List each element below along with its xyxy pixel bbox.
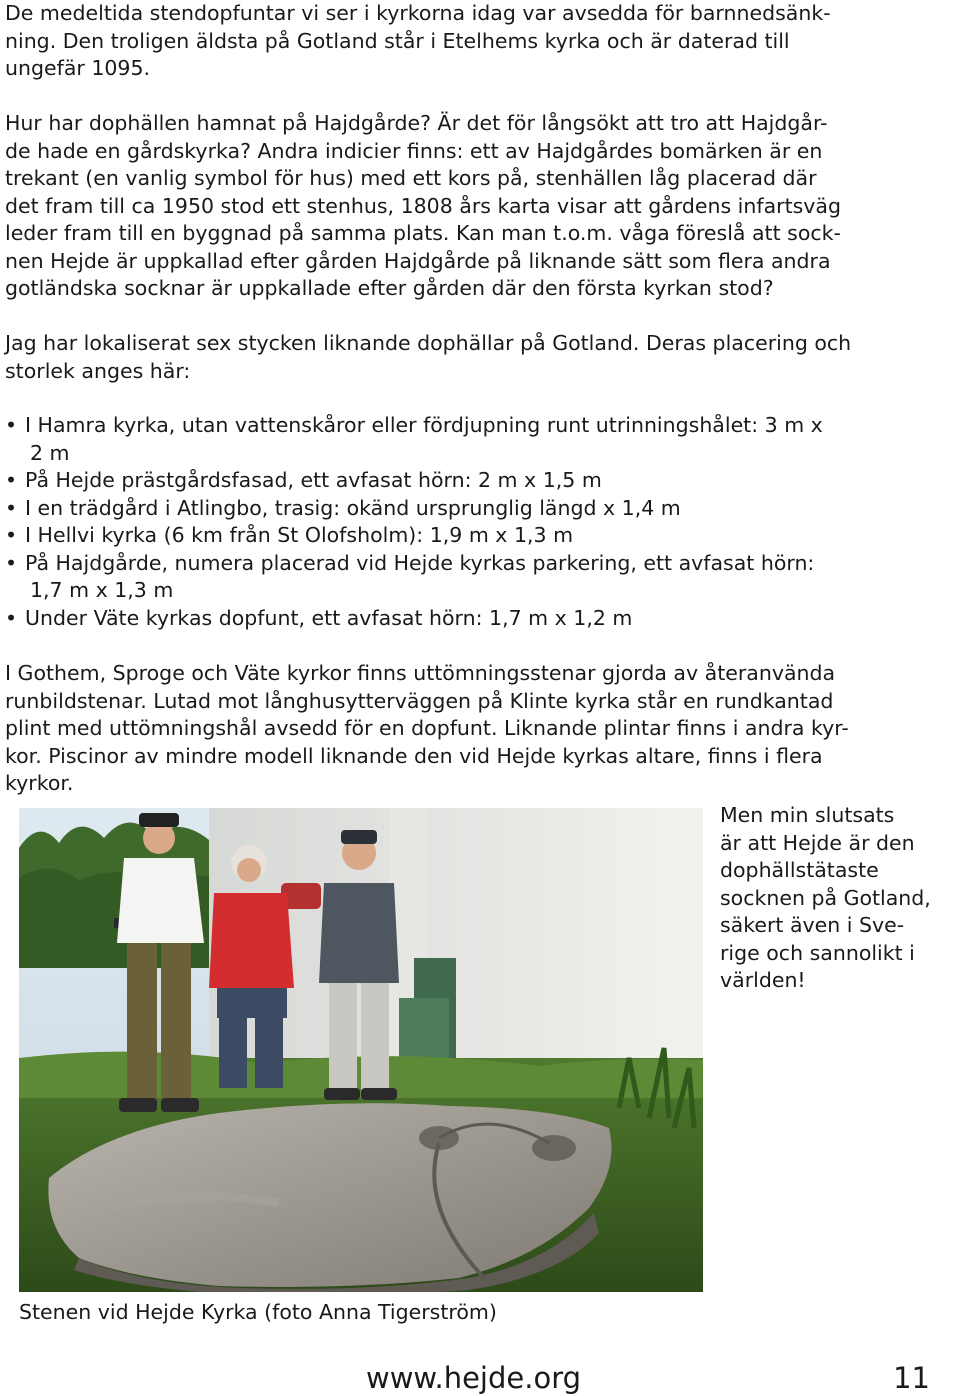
slab-locations-list xyxy=(5,412,955,632)
photo-stone-slab xyxy=(19,808,703,1292)
text-line: är att Hejde är den xyxy=(720,830,915,855)
text-line: leder fram till en byggnad på samma plats. Kan man t.o.m. våga föreslå att sock- xyxy=(5,221,841,245)
text-line: storlek anges här: xyxy=(5,358,191,383)
text-line: säkert även i Sve- xyxy=(720,913,905,937)
text-line: Hur har dophällen hamnat på Hajdgårde? Är det för långsökt att tro att Hajdgår- xyxy=(5,111,828,135)
text-line: ungefär 1095. xyxy=(5,56,151,80)
text-line: rige och sannolikt i xyxy=(720,940,915,965)
list-item-text: • Under Väte kyrkas dopfunt, ett avfasat hörn: 1,7 m x 1,2 m xyxy=(25,605,633,630)
text-line: kyrkor. xyxy=(5,771,74,795)
text-line: plint med uttömningshål avsedd för en dopfunt. Liknande plintar finns i andra kyr- xyxy=(5,716,849,740)
text-line: de hade en gårdskyrka? Andra indicier finns: ett av Hajdgårdes bomärken är en xyxy=(5,138,823,163)
list-item-text: • I en trädgård i Atlingbo, trasig: okänd ursprunglig längd x 1,4 m xyxy=(25,495,681,520)
text-line: dophällstätaste xyxy=(720,858,879,882)
paragraph-six-slabs xyxy=(5,330,955,385)
text-line: I Gothem, Sproge och Väte kyrkor finns uttömningsstenar gjorda av återanvända xyxy=(5,661,836,685)
text-line: kor. Piscinor av mindre modell liknande den vid Hejde kyrkas altare, finns i flera xyxy=(5,743,823,768)
text-line: De medeltida stendopfuntar vi ser i kyrkorna idag var avsedda för barnnedsänk- xyxy=(5,1,831,25)
text-line: runbildstenar. Lutad mot långhusytterväggen på Klinte kyrka står en rundkantad xyxy=(5,688,834,713)
list-item xyxy=(5,605,955,633)
text-line: trekant (en vanlig symbol för hus) med ett kors på, stenhällen låg placerad där xyxy=(5,166,817,190)
sidebar-conclusion xyxy=(720,802,955,995)
text-line: Men min slutsats xyxy=(720,803,895,827)
list-item xyxy=(5,550,955,605)
list-item xyxy=(5,467,955,495)
text-line: det fram till ca 1950 stod ett stenhus, 1808 års karta visar att gårdens infartsväg xyxy=(5,193,842,218)
text-line: Jag har lokaliserat sex stycken liknande dophällar på Gotland. Deras placering och xyxy=(5,331,852,355)
list-item-continuation: 1,7 m x 1,3 m xyxy=(30,578,174,602)
text-line: ning. Den troligen äldsta på Gotland står i Etelhems kyrka och är daterad till xyxy=(5,28,790,53)
footer-url: www.hejde.org xyxy=(366,1361,582,1395)
text-line: gotländska socknar är uppkallade efter gården där den första kyrkan stod? xyxy=(5,276,774,300)
list-item xyxy=(5,412,955,467)
list-item xyxy=(5,522,955,550)
paragraph-hajdgarde-question xyxy=(5,110,955,303)
text-line: socknen på Gotland, xyxy=(720,885,931,910)
list-item-text: • På Hajdgårde, numera placerad vid Hejde kyrkas parkering, ett avfasat hörn: xyxy=(25,550,815,575)
page-number: 11 xyxy=(893,1361,930,1395)
list-item-text: • I Hamra kyrka, utan vattenskåror eller fördjupning runt utrinningshålet: 3 m x xyxy=(25,413,823,437)
photo-illustration xyxy=(19,808,703,1292)
list-item-continuation: 2 m xyxy=(30,440,70,465)
list-item-text: • På Hejde prästgårdsfasad, ett avfasat hörn: 2 m x 1,5 m xyxy=(25,468,602,492)
paragraph-drain-stones xyxy=(5,660,955,798)
list-item xyxy=(5,495,955,523)
paragraph-baptism-fonts xyxy=(5,0,955,83)
text-line: världen! xyxy=(720,968,806,992)
photo-caption: Stenen vid Hejde Kyrka (foto Anna Tigerström) xyxy=(19,1300,497,1324)
text-line: nen Hejde är uppkallad efter gården Hajdgårde på liknande sätt som flera andra xyxy=(5,248,831,273)
list-item-text: • I Hellvi kyrka (6 km från St Olofsholm): 1,9 m x 1,3 m xyxy=(25,523,574,547)
